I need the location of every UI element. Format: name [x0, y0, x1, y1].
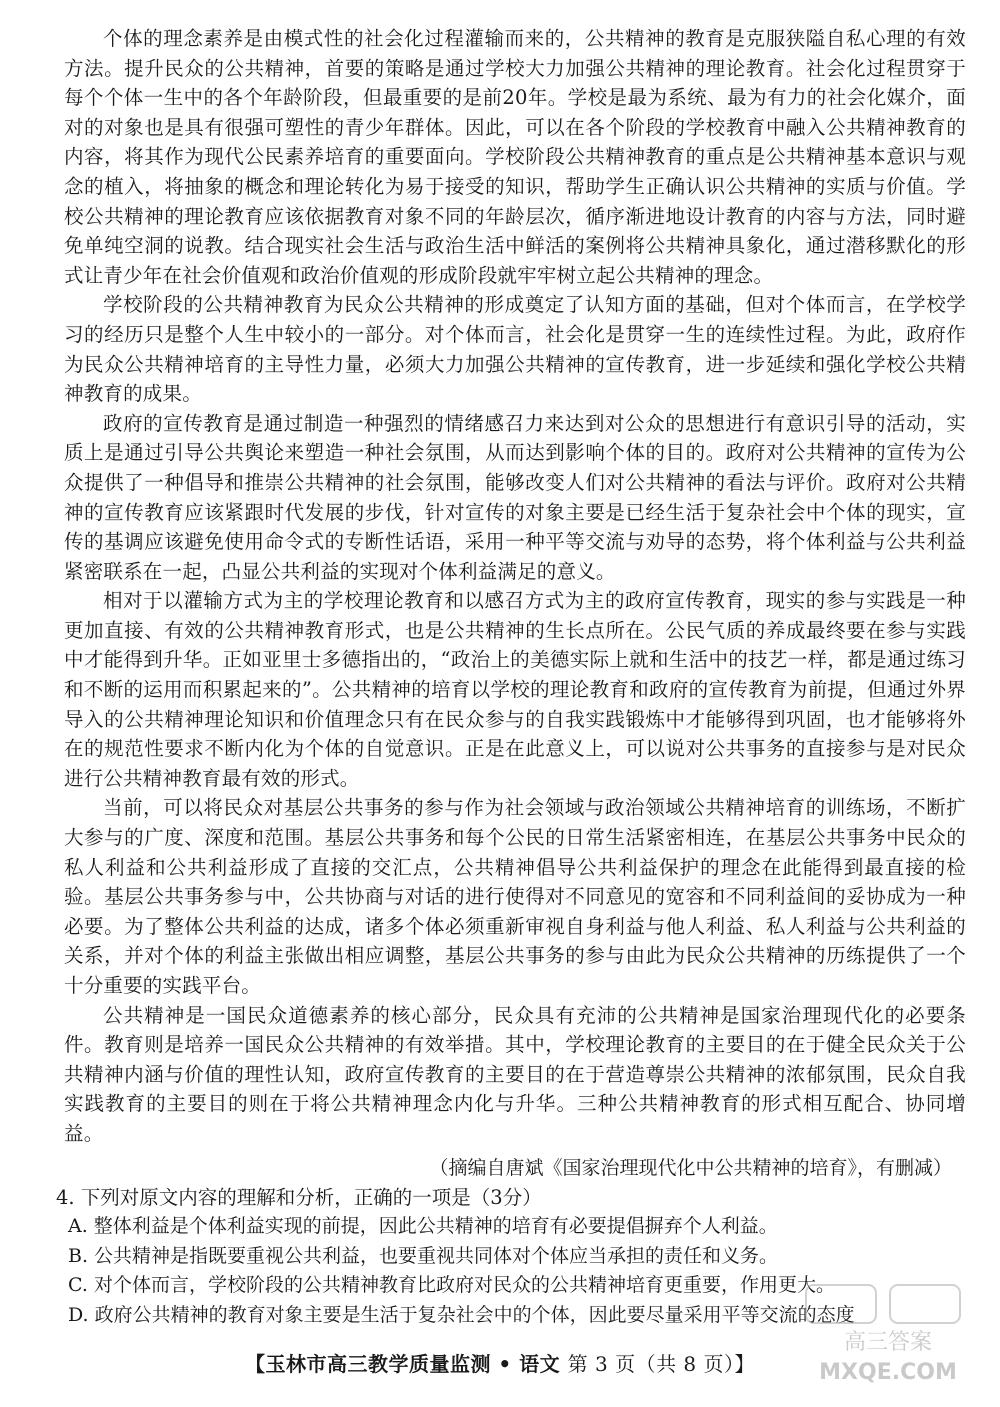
article-source: （摘编自唐斌《国家治理现代化中公共精神的培育》，有删减）	[429, 1156, 952, 1179]
option-d: D. 政府公共精神的教育对象主要是生活于复杂社会中的个体，因此要尽量采用平等交流的态度	[68, 1303, 855, 1326]
footer-exam-title: 【玉林市高三教学质量监测 • 语文	[244, 1352, 561, 1376]
watermark-logo	[798, 1279, 978, 1389]
exam-page	[56, 24, 966, 1331]
article-paragraph: 个体的理念素养是由模式性的社会化过程灌输而来的，公共精神的教育是克服狭隘自私心理的有效方法。提升民众的公共精神，首要的策略是通过学校大力加强公共精神的理论教育。社会化过程贯穿于每个个体一生中的各个年龄阶段，但最重要的是前20年。学校是最为系统、最为有力的社会化媒介，面对的对象也是具有很强可塑性的青少年群体。因此，可以在各个阶段的学校教育中融入公共精神教育的内容，将其作为现代公民素养培育的重要面向。学校阶段公共精神教育的重点是公共精神基本意识与观念的植入，将抽象的概念和理论转化为易于接受的知识，帮助学生正确认识公共精神的实质与价值。学校公共精神的理论教育应该依据教育对象不同的年龄层次，循序渐进地设计教育的内容与方法，同时避免单纯空洞的说教。结合现实社会生活与政治生活中鲜活的案例将公共精神具象化，通过潜移默化的形式让青少年在社会价值观和政治价值观的形成阶段就牢牢树立起公共精神的理念。	[64, 27, 966, 287]
option-c: C. 对个体而言，学校阶段的公共精神教育比政府对民众的公共精神培育更重要，作用更大。	[68, 1274, 835, 1297]
watermark-text-cn: 高三答案	[843, 1330, 933, 1355]
question-stem: 4. 下列对原文内容的理解和分析，正确的一项是（3分）	[56, 1185, 542, 1209]
footer-page-number: 第 3 页（共 8 页）】	[567, 1352, 756, 1376]
watermark-badge-left	[806, 1285, 876, 1323]
option-a: A. 整体利益是个体利益实现的前提，因此公共精神的培育有必要提倡摒弃个人利益。	[68, 1215, 778, 1238]
watermark-badge-right	[890, 1285, 960, 1323]
article-paragraph: 政府的宣传教育是通过制造一种强烈的情绪感召力来达到对公众的思想进行有意识引导的活动，实质上是通过引导公共舆论来塑造一种社会氛围，从而达到影响个体的目的。政府对公共精神的宣传为公众提供了一种倡导和推崇公共精神的社会氛围，能够改变人们对公共精神的看法与评价。政府对公共精神的宣传教育应该紧跟时代发展的步伐，针对宣传的对象主要是已经生活于复杂社会中个体的现实，宣传的基调应该避免使用命令式的专断性话语，采用一种平等交流与劝导的态势，将个体利益与公共利益紧密联系在一起，凸显公共利益的实现对个体利益满足的意义。	[64, 411, 966, 583]
article-paragraph: 当前，可以将民众对基层公共事务的参与作为社会领域与政治领域公共精神培育的训练场，不断扩大参与的广度、深度和范围。基层公共事务和每个公民的日常生活紧密相连，在基层公共事务中民众的私人利益和公共利益形成了直接的交汇点，公共精神倡导公共利益保护的理念在此能得到最直接的检验。基层公共事务参与中，公共协商与对话的进行使得对不同意见的宽容和不同利益间的妥协成为一种必要。为了整体公共利益的达成，诸多个体必须重新审视自身利益与他人利益、私人利益与公共利益的关系，并对个体的利益主张做出相应调整，基层公共事务的参与由此为民众公共精神的历练提供了一个十分重要的实践平台。	[64, 796, 966, 997]
article-paragraph: 学校阶段的公共精神教育为民众公共精神的形成奠定了认知方面的基础，但对个体而言，在学校学习的经历只是整个人生中较小的一部分。对个体而言，社会化是贯穿一生的连续性过程。为此，政府作为民众公共精神培育的主导性力量，必须大力加强公共精神的宣传教育，进一步延续和强化学校公共精神教育的成果。	[64, 293, 966, 406]
article-paragraph: 公共精神是一国民众道德素养的核心部分，民众具有充沛的公共精神是国家治理现代化的必要条件。教育则是培养一国民众公共精神的有效举措。其中，学校理论教育的主要目的在于健全民众关于公共精神内涵与价值的理性认知，政府宣传教育的主要目的在于营造尊崇公共精神的浓郁氛围，民众自我实践教育的主要目的则在于将公共精神理念内化与升华。三种公共精神教育的形式相互配合、协同增益。	[64, 1003, 966, 1145]
article-body	[64, 24, 966, 1149]
option-b: B. 公共精神是指既要重视公共利益，也要重视共同体对个体应当承担的责任和义务。	[68, 1244, 779, 1267]
article-paragraph: 相对于以灌输方式为主的学校理论教育和以感召方式为主的政府宣传教育，现实的参与实践是一种更加直接、有效的公共精神教育形式，也是公共精神的生长点所在。公民气质的养成最终要在参与实践中才能得到升华。正如亚里士多德指出的，“政治上的美德实际上就和生活中的技艺一样，都是通过练习和不断的运用而积累起来的”。公共精神的培育以学校的理论教育和政府的宣传教育为前提，但通过外界导入的公共精神理论知识和价值理念只有在民众参与的自我实践锻炼中才能够得到巩固，也才能够将外在的规范性要求不断内化为个体的自觉意识。正是在此意义上，可以说对公共事务的直接参与是对民众进行公共精神教育最有效的形式。	[64, 589, 966, 790]
watermark-text-url: MXQE.COM	[819, 1360, 957, 1385]
